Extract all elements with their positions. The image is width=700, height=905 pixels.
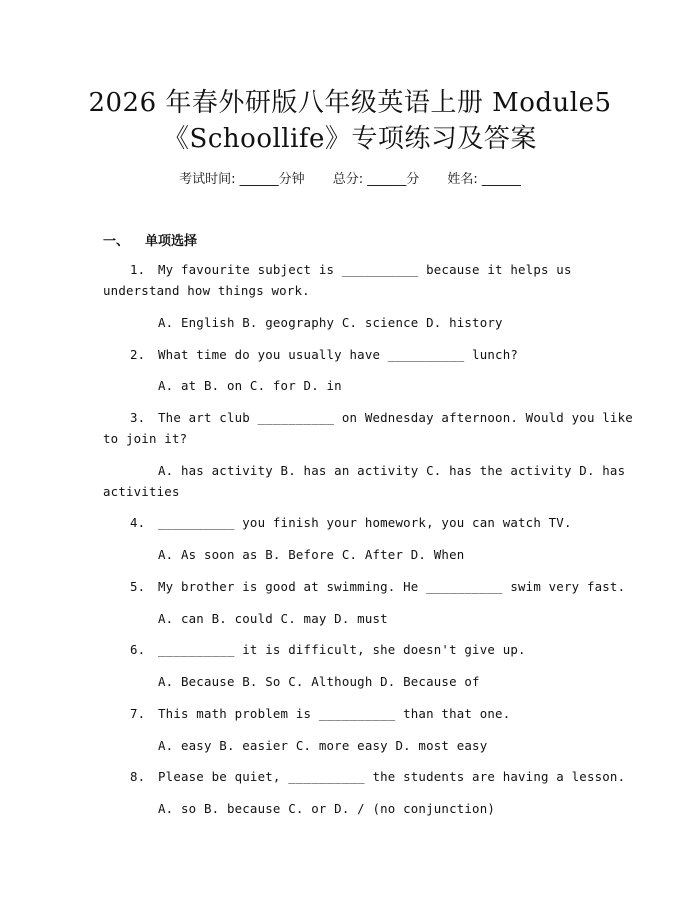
question-number: 1. bbox=[130, 262, 146, 277]
question-text: My favourite subject is __________ because it helps us bbox=[158, 262, 572, 277]
question-2-options: A. at B. on C. for D. in bbox=[158, 378, 342, 393]
question-number: 3. bbox=[130, 410, 146, 425]
question-text: My brother is good at swimming. He __________ swim very fast. bbox=[158, 579, 626, 594]
question-1-continued: understand how things work. bbox=[103, 283, 310, 298]
question-text: Please be quiet, __________ the students are having a lesson. bbox=[158, 769, 626, 784]
question-number: 2. bbox=[130, 347, 146, 362]
question-2 bbox=[103, 347, 593, 362]
question-text: What time do you usually have __________ lunch? bbox=[158, 347, 519, 362]
question-1 bbox=[103, 262, 593, 277]
exam-time: 考试时间: ______分钟 bbox=[179, 172, 305, 187]
question-4 bbox=[103, 515, 593, 530]
question-7 bbox=[103, 706, 593, 721]
question-3-continued: to join it? bbox=[103, 431, 188, 446]
section-heading bbox=[103, 230, 197, 249]
question-8-options: A. so B. because C. or D. / (no conjunction) bbox=[158, 801, 496, 816]
question-3-options: A. has activity B. has an activity C. has the activity D. has bbox=[158, 463, 626, 478]
question-number: 8. bbox=[130, 769, 146, 784]
question-text: __________ you finish your homework, you can watch TV. bbox=[158, 515, 572, 530]
question-5 bbox=[103, 579, 626, 594]
exam-score: 总分: ______分 bbox=[332, 172, 420, 187]
exam-name: 姓名: ______ bbox=[447, 172, 521, 187]
question-number: 6. bbox=[130, 642, 146, 657]
question-text: The art club __________ on Wednesday afternoon. Would you like bbox=[158, 410, 633, 425]
question-1-options: A. English B. geography C. science D. history bbox=[158, 315, 503, 330]
question-6 bbox=[103, 642, 593, 657]
question-3 bbox=[103, 410, 633, 425]
question-5-options: A. can B. could C. may D. must bbox=[158, 611, 388, 626]
exam-info bbox=[0, 168, 700, 187]
question-text: This math problem is __________ than that one. bbox=[158, 706, 511, 721]
question-number: 7. bbox=[130, 706, 146, 721]
document-title-line2: 《Schoollife》专项练习及答案 bbox=[163, 124, 537, 154]
question-3-options-continued: activities bbox=[103, 484, 180, 499]
document-title-line1: 2026 年春外研版八年级英语上册 Module5 bbox=[88, 88, 612, 118]
question-7-options: A. easy B. easier C. more easy D. most easy bbox=[158, 738, 488, 753]
question-text: __________ it is difficult, she doesn't give up. bbox=[158, 642, 526, 657]
section-title: 单项选择 bbox=[145, 234, 198, 249]
question-8 bbox=[103, 769, 626, 784]
question-6-options: A. Because B. So C. Although D. Because of bbox=[158, 674, 480, 689]
question-4-options: A. As soon as B. Before C. After D. When bbox=[158, 547, 465, 562]
question-number: 4. bbox=[130, 515, 146, 530]
question-number: 5. bbox=[130, 579, 146, 594]
section-number: 一、 bbox=[103, 234, 130, 249]
